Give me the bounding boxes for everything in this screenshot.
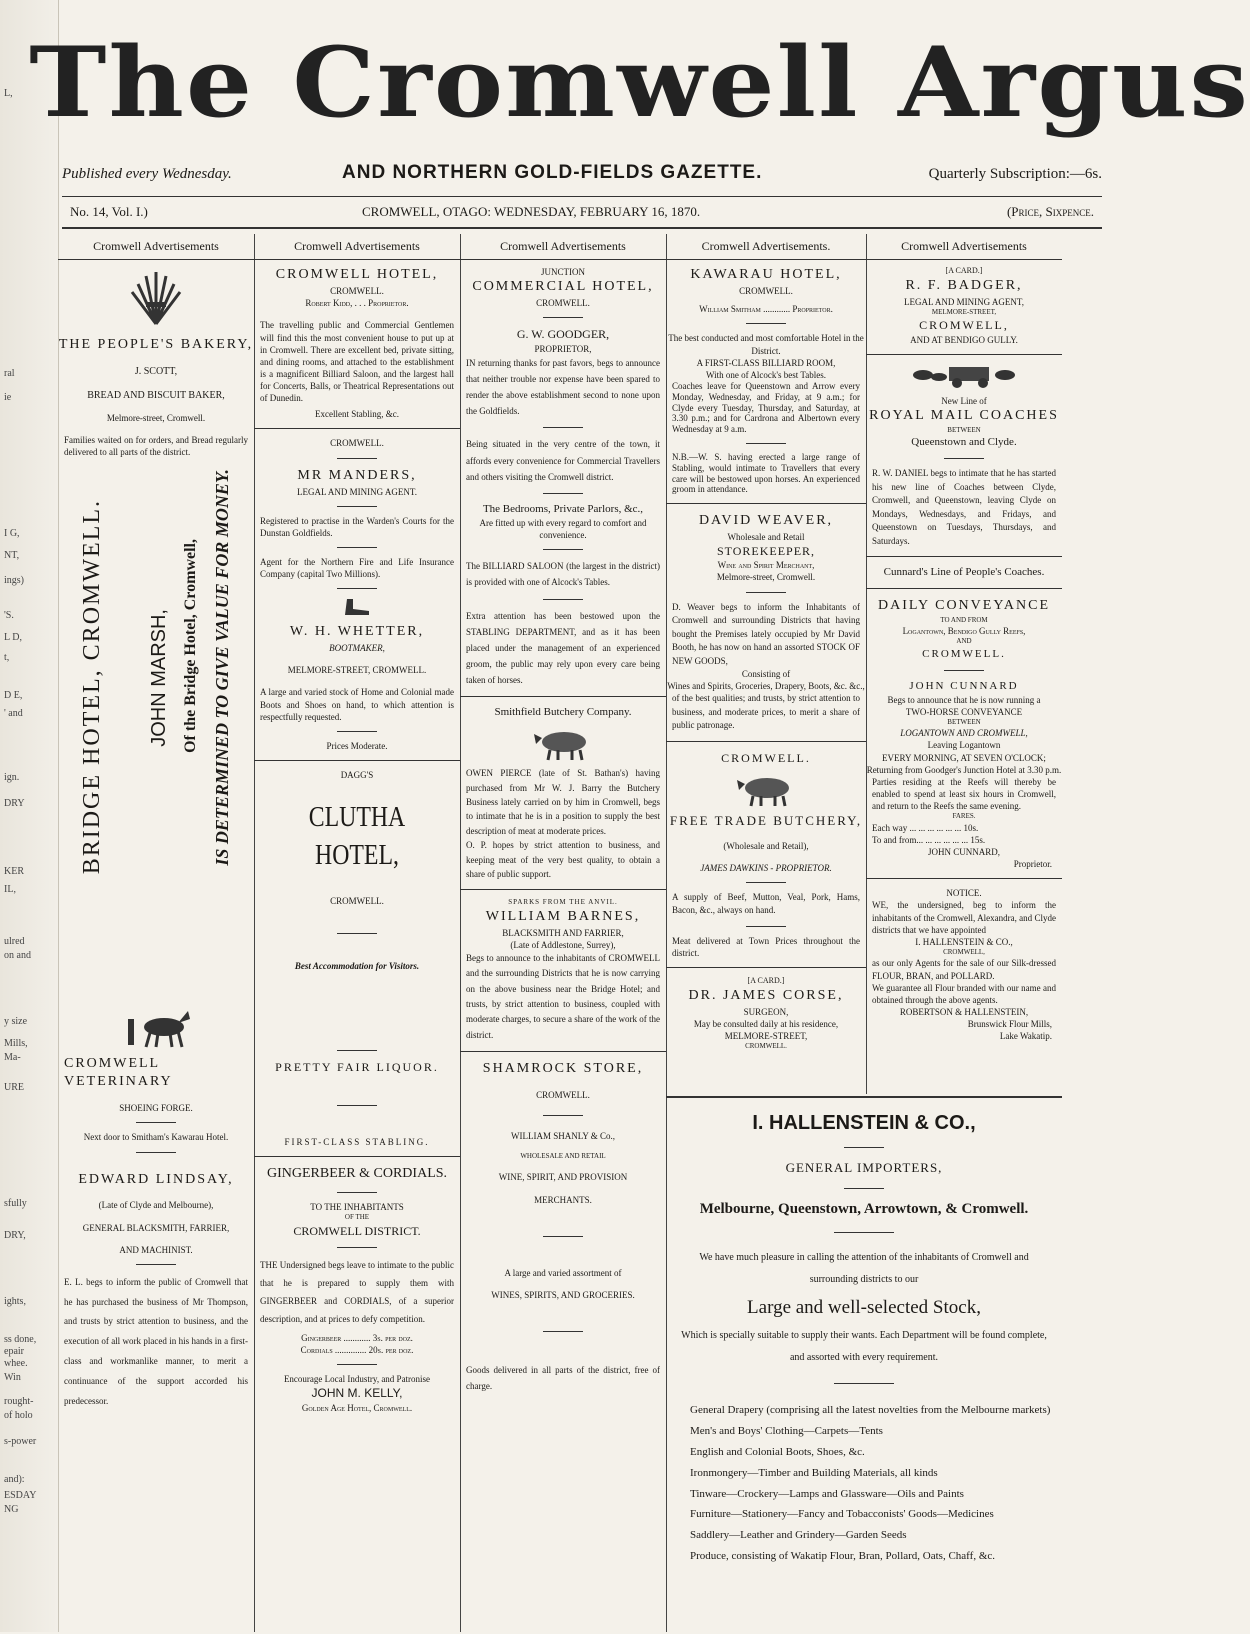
kawarau-body: The best conducted and most comfortable Hotel in the District. [668,333,864,356]
hallenstein-suited: Which is specially suitable to supply their wants. Each Department will be found complete, and assorted with every requirement. [681,1330,1047,1363]
fare-each-way: Each way ... ... ... ... ... ... 10s. [872,822,979,833]
column-5 [866,234,1062,1094]
weaver-address: Melmore-street, Cromwell. [716,572,816,583]
weaver-subtitle: Wholesale and Retail [727,531,805,542]
encourage-label: Encourage Local Industry, and Patronise [283,1374,431,1385]
corse-surgeon: SURGEON, [743,1006,789,1017]
logantown-label: Logantown, Bendigo Gully Reefs, [902,626,1026,637]
fare-to-and-from: To and from... ... ... ... ... ... 15s. [872,834,986,845]
shamrock-title: SHAMROCK STORE, [482,1060,644,1076]
whetter-trade: BOOTMAKER, [329,643,385,654]
weaver-goods: Wines and Spirits, Groceries, Drapery, Boots, &c. &c., [667,681,865,692]
goodger-role: PROPRIETOR, [534,343,592,354]
manders-agent: Agent for the Northern Fire and Life Insurance Company (capital Two Millions). [260,556,454,580]
hallenstein-towns: Melbourne, Queenstown, Arrowtown, & Cromwell. [699,1201,1029,1217]
free-trade-subtitle: (Wholesale and Retail), [723,840,809,851]
bedrooms-title: The Bedrooms, Private Parlors, &c., [482,503,644,515]
liquor-label: PRETTY FAIR LIQUOR. [275,1059,439,1074]
edge-fragment: ulred [4,936,25,947]
card-label: [A CARD.] [945,266,983,276]
commercial-body-2: Being situated in the very centre of the town, it affords every convenience for Commercial Travellers and others visiting the Cromwell district. [466,439,660,482]
cromwell-label: CROMWELL. [330,438,384,449]
column-header: Cromwell Advertisements. [666,234,866,260]
edge-fragment: y size [4,1016,28,1027]
hallenstein-intro: We have much pleasure in calling the attention of the inhabitants of Cromwell and surrounding districts to our [699,1252,1029,1285]
cromwell-label: CROMWELL. [721,750,811,765]
ginger-body: THE Undersigned begs leave to intimate to the public that he is prepared to supply them with GINGERBEER and CORDIALS, of a superior description, and at prices to defy competition. [260,1259,454,1324]
horse-icon [116,1005,196,1049]
list-item: Produce, consisting of Wakatip Flour, Bran, Pollard, Oats, Chaff, &c. [690,1550,996,1563]
list-item: Saddlery—Leather and Grindery—Garden Seeds [690,1529,907,1542]
robertson-name: ROBERTSON & HALLENSTEIN, [899,1006,1029,1017]
coach-icon [909,363,1019,389]
cromwell-hotel-place: CROMWELL. [330,286,384,297]
newspaper-subtitle: AND NORTHERN GOLD-FIELDS GAZETTE. [342,162,763,183]
to-inhabitants: TO THE INHABITANTS [310,1202,404,1213]
district-label: CROMWELL DISTRICT. [293,1223,421,1238]
edge-fragment: ral [4,368,15,379]
kawarau-tables: With one of Alcock's best Tables. [706,369,826,380]
brunswick-mills: Brunswick Flour Mills, [967,1019,1052,1030]
column-3 [460,234,667,1632]
boot-icon [339,597,375,617]
bull-icon [528,726,598,760]
edge-fragment: ign. [4,772,20,783]
column-2 [254,234,461,1632]
pierce-body: OWEN PIERCE (late of St. Bathan's) having purchased from Mr W. J. Barry the Butchery Business lately carried on by him in Cromwell, begs to intimate that he is in a position to supply the best description of meat at moderate prices. [466,768,660,836]
two-horse-label: TWO-HORSE CONVEYANCE [905,706,1023,717]
dagg-label: DAGG'S [340,769,374,780]
subscription-price: Quarterly Subscription:—6s. [928,166,1102,182]
corse-body: May be consulted daily at his residence, [693,1019,839,1029]
parties-body: Parties residing at the Reefs will thereby be enabled to spend at least six hours in Cromwell, and return to the Reefs the same evening. [872,776,1056,812]
pierce-body-2: O. P. hopes by strict attention to business, and keeping meat of the very best quality, to obtain a share of public support. [466,840,660,880]
notice-body: WE, the undersigned, beg to inform the inhabitants of the Cromwell, Alexandra, and Clyde districts that we have appointed [872,900,1056,935]
cromwell-hotel-stabling: Excellent Stabling, &c. [315,409,399,420]
storekeeper-label: STOREKEEPER, [716,544,816,559]
bakery-note: Families waited on for orders, and Bread regularly delivered to all parts of the district. [64,435,248,458]
edge-fragment: I G, [4,528,20,539]
sparks-label: SPARKS FROM THE ANVIL. [508,898,618,907]
column-header: Cromwell Advertisements [58,234,254,260]
edge-fragment: NG [4,1504,19,1515]
free-trade-meat: Meat delivered at Town Prices throughout the district. [672,935,860,959]
cunnard-proprietor: Proprietor. [1013,859,1052,870]
shanly-name: WILLIAM SHANLY & Co., [510,1130,615,1141]
kawarau-place: CROMWELL. [739,286,793,297]
kawarau-billiard: A FIRST-CLASS BILLIARD ROOM, [696,357,836,368]
bull-icon [731,772,801,806]
edge-fragment: Win [4,1372,21,1383]
column-header: Cromwell Advertisements [460,234,666,260]
list-item: English and Colonial Boots, Shoes, &c. [690,1445,865,1458]
cromwell-hotel-body: The travelling public and Commercial Gentlemen will find this the most convenient house to put up at in Cromwell. There are excellent bed, private sitting, and dining rooms, and attached to the establishment is a magnificent Billiard Saloon, and the largest hall for Concerts, Balls, or Theatrical Representations out of Dunedin. [260,320,454,404]
john-cunnard: JOHN CUNNARD [909,679,1019,692]
hallenstein-place: CROMWELL, [943,947,985,956]
edge-fragment: ' and [4,708,23,719]
edge-fragment: of holo [4,1410,33,1421]
weaver-consisting: Consisting of [741,669,791,680]
whetter-address: MELMORE-STREET, CROMWELL. [287,665,427,676]
free-trade-title: FREE TRADE BUTCHERY, [669,813,863,829]
issue-date: CROMWELL, OTAGO: WEDNESDAY, FEBRUARY 16, 1870. [362,204,701,219]
hallenstein-title: I. HALLENSTEIN & CO., [752,1112,976,1134]
hallenstein-list [666,1400,1062,1567]
clutha-hotel-title: CLUTHA HOTEL, [308,802,406,871]
badger-address: MELMORE-STREET, [931,308,997,317]
smithfield-title: Smithfield Butchery Company. [494,706,632,719]
price-gingerbeer: Gingerbeer ............ 3s. per doz. [301,1332,413,1343]
edge-fragment: ie [4,392,12,403]
publication-frequency: Published every Wednesday. [62,166,232,182]
bedrooms-body: Are fitted up with every regard to comfort and convenience. [479,517,647,540]
stabling-label: FIRST-CLASS STABLING. [284,1137,430,1148]
edge-fragment: whee. [4,1358,28,1369]
price-cordials: Cordials .............. 20s. per doz. [300,1345,414,1356]
assortment-label: A large and varied assortment of [504,1267,622,1278]
column-4 [666,234,867,1094]
queenstown-clyde: Queenstown and Clyde. [911,436,1017,449]
adjacent-page-edge [0,0,59,1632]
daily-title: DAILY CONVEYANCE [877,597,1050,613]
edge-fragment: epair [4,1346,24,1357]
edge-fragment: KER [4,866,24,877]
barnes-title: WILLIAM BARNES, [485,908,641,924]
edge-fragment: L D, [4,632,22,643]
edge-fragment: on and [4,950,31,961]
commercial-hotel-title: COMMERCIAL HOTEL, [472,279,654,295]
wines-label: WINES, SPIRITS, AND GROCERIES. [491,1289,635,1300]
issue-number: No. 14, Vol. I.) [70,204,148,219]
manders-body: Registered to practise in the Warden's Courts for the Dunstan Goldfields. [260,515,454,538]
lindsay-name: EDWARD LINDSAY, [78,1171,234,1187]
edge-fragment: ESDAY [4,1490,37,1501]
between-label: BETWEEN [947,425,981,434]
edge-fragment: ings) [4,575,24,586]
barnes-late: (Late of Addlestone, Surrey), [510,939,616,950]
badger-place: CROMWELL, [919,318,1009,333]
kawarau-title: KAWARAU HOTEL, [690,267,842,283]
edge-fragment: NT, [4,550,20,561]
billiard-body: The BILLIARD SALOON (the largest in the district) is provided with one of Alcock's Tables. [466,561,660,588]
free-trade-supply: A supply of Beef, Mutton, Veal, Pork, Hams, Bacon, &c., always on hand. [672,891,860,916]
bridge-hotel-owner: JOHN MARSH, [148,608,170,747]
newline-label: New Line of [941,395,987,406]
barnes-trade: BLACKSMITH AND FARRIER, [502,927,624,938]
notice-body-2: as our only Agents for the sale of our Silk-dressed FLOUR, BRAN, and POLLARD. [872,958,1056,981]
whetter-title: W. H. WHETTER, [289,624,425,640]
kelly-address: Golden Age Hotel, Cromwell. [301,1402,413,1413]
edge-fragment: and): [4,1474,25,1485]
hallenstein-ad [666,1096,1062,1634]
issue-price: (Price, Sixpence. [1006,204,1094,219]
to-from-label: TO AND FROM [940,615,988,624]
vet-title: CROMWELL VETERINARY [64,1055,173,1090]
bakery-trade: BREAD AND BISCUIT BAKER, [87,389,225,401]
list-item: Furniture—Stationery—Fancy and Tobacconists' Goods—Medicines [690,1508,994,1521]
clutha-accommodation: Best Accommodation for Visitors. [294,960,420,971]
list-item: Tinware—Crockery—Lamps and Glassware—Oils and Paints [690,1487,964,1500]
barnes-body: Begs to announce to the inhabitants of CROMWELL and the surrounding Districts that he is now carrying on the above business near the Bridge Hotel; and trusts, by strict attention to business, coupled with moderate charges, to secure a share of the work of the district. [466,953,661,1040]
manders-subtitle: LEGAL AND MINING AGENT. [297,486,417,497]
bridge-hotel-title: BRIDGE HOTEL, CROMWELL. [79,498,105,874]
returning-label: Returning from Goodger's Junction Hotel at 3.30 p.m. [866,764,1062,775]
leaving-label: Leaving Logantown [927,740,1001,751]
edge-fragment: ss done, [4,1334,37,1345]
notice-label: NOTICE. [946,888,982,899]
newspaper-title: The Cromwell Argus [29,26,1250,139]
cunnard-begs: Begs to announce that he is now running a [887,694,1041,705]
weaver-body-2: of the best qualities; and trusts, by strict attention to business, and moderate prices, to merit a share of public patronage. [672,693,860,731]
column-header: Cromwell Advertisements [866,234,1062,260]
manders-title: MR MANDERS, [297,467,417,483]
badger-title: R. F. BADGER, [905,277,1023,293]
edge-fragment: URE [4,1082,24,1093]
hallenstein-agent: I. HALLENSTEIN & CO., [915,936,1013,947]
corse-address: MELMORE-STREET, [724,1031,808,1042]
corse-place: CROMWELL. [745,1042,787,1051]
lindsay-late: (Late of Clyde and Melbourne), [98,1200,214,1211]
dawkins-proprietor: JAMES DAWKINS - PROPRIETOR. [700,862,832,873]
badger-bendigo: AND AT BENDIGO GULLY. [910,334,1018,345]
wheatsheaf-icon [116,266,196,326]
junction-label: JUNCTION [541,267,585,278]
bakery-title: THE PEOPLE'S BAKERY, [58,337,254,353]
whetter-prices: Prices Moderate. [326,740,388,751]
fares-label: FARES. [952,812,976,821]
edge-fragment: ights, [4,1296,26,1307]
shamrock-place: CROMWELL. [536,1089,590,1100]
lake-wakatip: Lake Wakatip. [999,1031,1052,1042]
wine-label: WINE, SPIRIT, AND PROVISION [498,1172,628,1183]
between-label-2: BETWEEN [947,717,981,726]
cromwell-label: CROMWELL. [922,647,1006,660]
edge-fragment: DRY, [4,1230,26,1241]
edge-fragment: D E, [4,690,23,701]
clutha-place: CROMWELL. [330,895,384,906]
edge-fragment: rought- [4,1396,34,1407]
wholesale-label: WHOLESALE AND RETAIL [520,1151,606,1160]
weaver-title: DAVID WEAVER, [698,513,834,529]
list-item: General Drapery (comprising all the latest novelties from the Melbourne markets) [690,1404,1051,1416]
kawarau-nb: N.B.—W. S. having erected a large range of Stabling, would intimate to Travellers that every care will be bestowed upon horses. An experienced groom in attendance. [672,451,860,495]
stabling-body: Extra attention has been bestowed upon the STABLING DEPARTMENT, and as it has been placed under the management of an experienced groom, the public may rely upon every care being taken of horses. [466,610,660,686]
masthead [29,18,1250,148]
list-item: Men's and Boys' Clothing—Carpets—Tents [690,1424,883,1437]
of-the: OF THE [344,1213,370,1222]
cromwell-hotel-proprietor: Robert Kidd, . . . Proprietor. [305,298,409,309]
bridge-hotel-ad [58,459,254,999]
bridge-hotel-subtitle: Of the Bridge Hotel, Cromwell, [182,538,199,753]
notice-body-3: We guarantee all Flour branded with our name and obtained through the above agents. [872,982,1056,1005]
edge-fragment: DRY [4,798,25,809]
bakery-address: Melmore-street, Cromwell. [106,413,206,424]
list-item: Ironmongery—Timber and Building Materials, all kinds [690,1466,938,1479]
merchants-label: MERCHANTS. [534,1194,592,1205]
edge-fragment: IL, [4,884,16,895]
daniel-body: R. W. DANIEL begs to intimate that he has started his new line of Coaches between Clyde, Cromwell, and Queenstown, leaving Clyde on Mondays, Wednesdays, and Fridays, and Queenstown on Tuesdays, Thursdays, and Saturdays. [872,468,1056,546]
goods-delivered: Goods delivered in all parts of the district, free of charge. [466,1364,660,1392]
hallenstein-stock: Large and well-selected Stock, [747,1297,981,1318]
vet-subtitle: SHOEING FORGE. [119,1103,193,1114]
lindsay-body: E. L. begs to inform the public of Cromwell that he has purchased the business of Mr Thompson, and trusts by strict attention to business, and the execution of all work placed in his hands in a first-class and workmanlike manner, to merit a continuance of the support accorded his predecessor. [64,1276,248,1406]
edge-fragment: s-power [4,1436,37,1447]
edge-fragment: L, [4,88,13,99]
kawarau-coaches: Coaches leave for Queenstown and Arrow every Monday, Wednesday, and Friday, at 9 a.m.; for Clyde every Tuesday, Thursday, and Saturday, at 3.30 p.m.; and for Cardrona and Albertown every Wednesday at 9 a.m. [672,380,860,435]
lindsay-trade: GENERAL BLACKSMITH, FARRIER, [82,1222,230,1233]
badger-subtitle: LEGAL AND MINING AGENT, [904,296,1024,307]
vet-address: Next door to Smitham's Kawarau Hotel. [83,1132,229,1143]
card-label: [A CARD.] [747,976,785,986]
goodger-name: G. W. GOODGER, [516,327,610,342]
commercial-hotel-place: CROMWELL. [536,298,590,309]
logantown-cromwell: LOGANTOWN AND CROMWELL, [900,728,1028,739]
edge-fragment: 'S. [4,610,14,621]
corse-title: DR. JAMES CORSE, [688,987,844,1003]
weaver-wine: Wine and Spirit Merchant, [717,560,815,571]
weaver-body: D. Weaver begs to inform the Inhabitants of Cromwell and surrounding Districts that having bought the Premises lately occupied by Mr David Booth, he has now on hand an assorted STOCK OF NEW GOODS, [672,601,860,666]
cunnard-line: Cunnard's Line of People's Coaches. [883,566,1045,579]
kelly-name: JOHN M. KELLY, [311,1386,403,1401]
cunnard-signature: JOHN CUNNARD, [927,846,1000,857]
masthead-subline [62,160,1102,190]
bakery-owner: J. SCOTT, [134,366,178,378]
dateline [62,196,1102,229]
lindsay-trade-2: AND MACHINIST. [119,1244,193,1255]
edge-fragment: Ma- [4,1052,21,1063]
column-header: Cromwell Advertisements [254,234,460,260]
edge-fragment: Mills, [4,1038,28,1049]
edge-fragment: t, [4,652,10,663]
edge-fragment: sfully [4,1198,27,1209]
whetter-body: A large and varied stock of Home and Colonial made Boots and Shoes on hand, to which attention is respectfully requested. [260,687,454,722]
ginger-title: GINGERBEER & CORDIALS. [266,1166,448,1182]
commercial-body: IN returning thanks for past favors, begs to announce that neither trouble nor expense have been spared to render the above establishment second to none upon the Goldfields. [466,357,660,417]
cromwell-hotel-title: CROMWELL HOTEL, [275,267,439,283]
royal-mail-title: ROYAL MAIL COACHES [869,407,1059,423]
kawarau-proprietor: William Smitham ............ Proprietor. [699,304,833,315]
hallenstein-subtitle: GENERAL IMPORTERS, [785,1160,943,1175]
bridge-hotel-slogan: IS DETERMINED TO GIVE VALUE FOR MONEY. [212,468,232,866]
and-label: AND [956,637,972,646]
every-morning: EVERY MORNING, AT SEVEN O'CLOCK; [882,752,1046,763]
column-1 [58,234,255,1632]
